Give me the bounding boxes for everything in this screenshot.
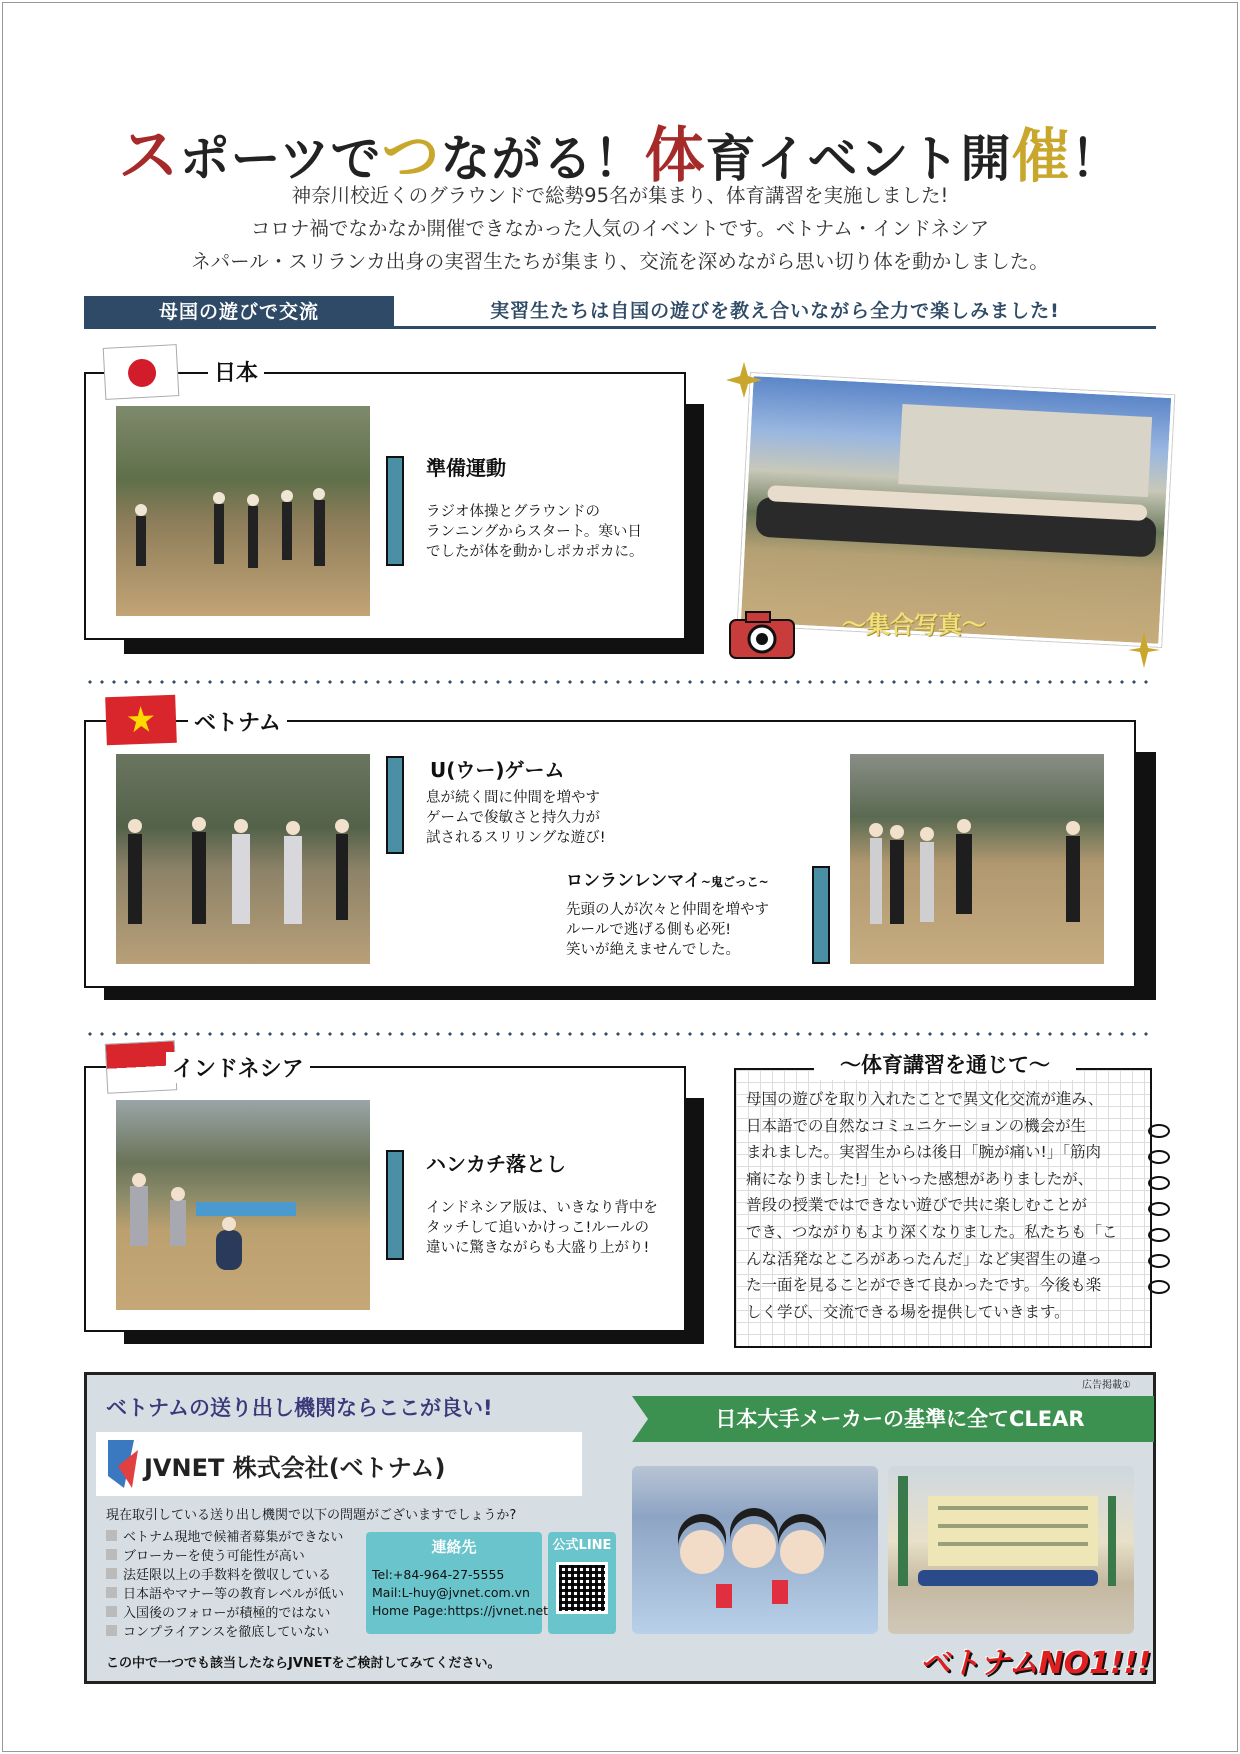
list-item: 法廷限以上の手数料を徴収している [106, 1564, 354, 1583]
camera-icon [720, 604, 800, 662]
page-title [40, 108, 1200, 191]
intro-line-2: コロナ禍でなかなか開催できなかった人気のイベントです。ベトナム・インドネシア [250, 217, 990, 240]
ad-photo-campus [888, 1466, 1134, 1634]
vietnam-accent-bar-1 [386, 756, 404, 854]
ad-photo-campus-figures [888, 1466, 1134, 1634]
japan-accent-bar [386, 456, 404, 566]
japan-flag-icon [103, 344, 180, 400]
notebook-ring-icon [1148, 1202, 1170, 1216]
notebook-ring-icon [1148, 1280, 1170, 1294]
section-underline [84, 326, 1156, 329]
japan-activity-text: ラジオ体操とグラウンドの ランニングからスタート。寒い日 でしたが体を動かしポカポカに。 [426, 504, 644, 560]
ad-issue-list [106, 1526, 354, 1640]
japan-photo [116, 406, 370, 616]
notebook-ring-icon [1148, 1176, 1170, 1190]
ad-photo-students [632, 1466, 878, 1634]
country-japan: 日本 [208, 356, 264, 387]
japan-activity-title: 準備運動 [426, 456, 506, 480]
list-item: コンプライアンスを徹底していない [106, 1621, 354, 1640]
vietnam-photo-2 [850, 754, 1104, 964]
qr-code-icon[interactable] [556, 1562, 608, 1614]
vietnam-flag-icon [105, 695, 177, 745]
notebook-ring-icon [1148, 1228, 1170, 1242]
ad-headline: ベトナムの送り出し機関ならここが良い! [106, 1396, 493, 1420]
country-vietnam: ベトナム [188, 706, 287, 737]
list-item: 入国後のフォローが積極的ではない [106, 1602, 354, 1621]
contact-mail[interactable]: Mail:L-huy@jvnet.com.vn [372, 1585, 530, 1600]
sparkle-icon [724, 360, 764, 400]
vietnam-activity2-title: ロンランレンマイ~鬼ごっこ~ [566, 871, 769, 891]
ad-tag: 広告掲載① [1082, 1380, 1131, 1391]
summary-text: 母国の遊びを取り入れたことで異文化交流が進み、 日本語での自然なコミュニケーションの機会が生 まれました。実習生からは後日「腕が痛い!」「筋肉 痛になりました!」といった感想がありましたが、 普段の授業ではできない遊びで共に楽しむことが でき、つながりもより深くなりました。私たちも「こ んな活発なところがあったんだ」など実習生の違っ た一面を見ることができて良かったです。今後も楽 しく学び、交流できる場を提供していきます。 [746, 1090, 1118, 1321]
section-subtitle: 実習生たちは自国の遊びを教え合いながら全力で楽しみました! [490, 300, 1060, 322]
vietnam-activity1-title: U(ウー)ゲーム [430, 758, 565, 782]
indonesia-photo-figures [116, 1100, 370, 1310]
section-label: 母国の遊びで交流 [84, 296, 394, 328]
intro-line-3: ネパール・スリランカ出身の実習生たちが集まり、交流を深めながら思い切り体を動かしました。 [191, 250, 1049, 273]
notebook-ring-icon [1148, 1254, 1170, 1268]
vietnam-photo-2-figures [850, 754, 1104, 964]
vietnam-activity2-text: 先頭の人が次々と仲間を増やす ルールで逃げる側も必死! 笑いが絶えませんでした。 [566, 902, 769, 958]
contact-details [372, 1566, 549, 1620]
contact-tel[interactable]: Tel:+84-964-27-5555 [372, 1567, 505, 1582]
japan-photo-figures [116, 406, 370, 616]
list-item: 日本語やマナー等の教育レベルが低い [106, 1583, 354, 1602]
vietnam-accent-bar-2 [812, 866, 830, 964]
company-name: JVNET 株式会社(ベトナム) [144, 1454, 446, 1482]
jvnet-logo-icon [104, 1436, 140, 1492]
dotted-divider [84, 680, 1156, 684]
indonesia-accent-bar [386, 1150, 404, 1260]
notebook-ring-icon [1148, 1124, 1170, 1138]
ad-question: 現在取引している送り出し機関で以下の問題がございますでしょうか? [106, 1508, 517, 1523]
group-photo-crowd [741, 376, 1171, 644]
title-part: ポーツで [179, 129, 382, 188]
vietnam-photo-1-figures [116, 754, 370, 964]
list-item: ベトナム現地で候補者募集ができない [106, 1526, 354, 1545]
title-part: つ [381, 122, 441, 190]
indonesia-activity-text: インドネシア版は、いきなり背中を タッチして追いかけっこ!ルールの 違いに驚きながらも大盛り上がり! [426, 1200, 658, 1256]
intro-line-1: 神奈川校近くのグラウンドで総勢95名が集まり、体育講習を実施しました! [291, 184, 949, 207]
contact-homepage[interactable]: Home Page:https://jvnet.net [372, 1603, 549, 1618]
sparkle-icon [1126, 630, 1162, 670]
group-photo-caption: 〜集合写真〜 [842, 611, 986, 639]
dotted-divider [84, 1032, 1156, 1036]
ad-footer: この中で一つでも該当したならJVNETをご検討してみてください。 [106, 1656, 501, 1671]
ad-no1-label: ベトナムNO1!!! [920, 1646, 1152, 1681]
line-heading: 公式LINE [552, 1538, 612, 1553]
title-part: 体 [644, 121, 706, 191]
indonesia-activity-title: ハンカチ落とし [426, 1152, 566, 1176]
summary-title: 〜体育講習を通じて〜 [814, 1050, 1076, 1080]
country-indonesia: インドネシア [166, 1052, 310, 1083]
ad-photo-students-figures [632, 1466, 878, 1634]
title-part: ながる！ [440, 129, 645, 188]
indonesia-photo [116, 1100, 370, 1310]
title-part: 催 [1011, 122, 1071, 190]
title-part: ス [118, 121, 180, 191]
list-item: ブローカーを使う可能性が高い [106, 1545, 354, 1564]
notebook-ring-icon [1148, 1150, 1170, 1164]
vietnam-activity1-text: 息が続く間に仲間を増やす ゲームで俊敏さと持久力が 試されるスリリングな遊び! [426, 790, 606, 846]
vietnam-photo-1 [116, 754, 370, 964]
ad-banner-text: 日本大手メーカーの基準に全てCLEAR [715, 1407, 1085, 1431]
contact-heading: 連絡先 [431, 1538, 477, 1556]
title-part: ！ [1070, 129, 1122, 188]
title-part: 育イベント開 [705, 129, 1012, 188]
